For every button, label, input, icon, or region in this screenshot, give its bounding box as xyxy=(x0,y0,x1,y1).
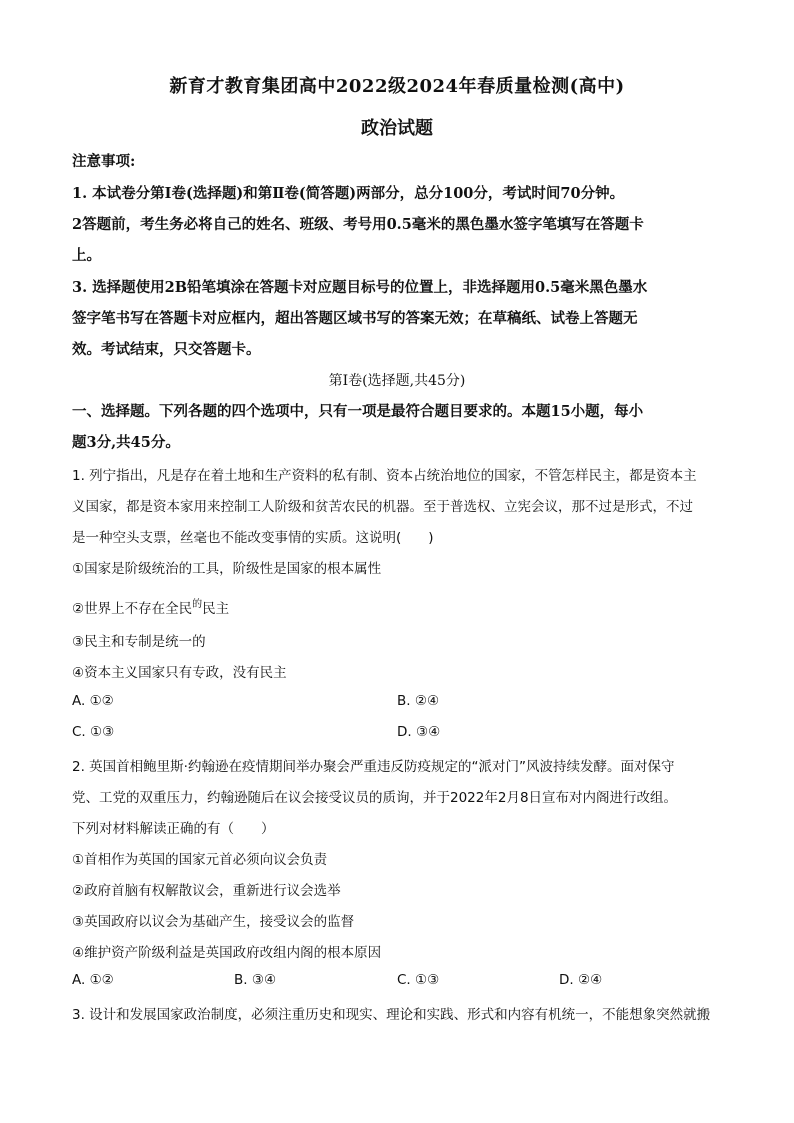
q1-stem: 1. 列宁指出，凡是存在着土地和生产资料的私有制、资本占统治地位的国家，不管怎样民主，都是资本主 xyxy=(72,468,697,484)
q2-option-a: A. ①② xyxy=(72,972,114,988)
q2-statement-3: ③英国政府以议会为基础产生，接受议会的监督 xyxy=(72,914,355,930)
notice-item-1: 1. 本试卷分第Ⅰ卷(选择题)和第Ⅱ卷(简答题)两部分，总分100分，考试时间70分钟。 xyxy=(72,185,625,202)
part1-heading: 第Ⅰ卷(选择题,共45分) xyxy=(328,373,466,389)
q1-option-d: D. ③④ xyxy=(397,724,441,740)
q1-option-a: A. ①② xyxy=(72,693,114,709)
notice-heading: 注意事项: xyxy=(72,153,136,170)
q2-option-c: C. ①③ xyxy=(397,972,440,988)
part1-instructions: 一、选择题。下列各题的四个选项中，只有一项是最符合题目要求的。本题15小题，每小 xyxy=(72,403,644,420)
q2-stem-cont2: 下列对材料解读正确的有（ ） xyxy=(72,821,275,837)
exam-subject: 政治试题 xyxy=(361,118,433,139)
q1-stem-cont: 义国家，都是资本家用来控制工人阶级和贫苦农民的机器。至于普选权、立宪会议，那不过是形式，不过 xyxy=(72,499,693,515)
q1-statement-1: ①国家是阶级统治的工具，阶级性是国家的根本属性 xyxy=(72,561,382,577)
q2-statement-1: ①首相作为英国的国家元首必须向议会负责 xyxy=(72,852,328,868)
notice-item-3-cont2: 效。考试结束，只交答题卡。 xyxy=(72,341,261,358)
q1-statement-2-sup: 的 xyxy=(192,599,203,610)
q1-stem-cont2: 是一种空头支票，丝毫也不能改变事情的实质。这说明( ) xyxy=(72,530,434,546)
q1-statement-2 xyxy=(72,595,229,617)
q3-stem: 3. 设计和发展国家政治制度，必须注重历史和现实、理论和实践、形式和内容有机统一，不能想象突然就搬 xyxy=(72,1007,711,1023)
q1-option-c: C. ①③ xyxy=(72,724,115,740)
notice-item-3-cont: 签字笔书写在答题卡对应框内，超出答题区域书写的答案无效；在草稿纸、试卷上答题无 xyxy=(72,310,638,327)
q2-stem: 2. 英国首相鲍里斯·约翰逊在疫情期间举办聚会严重违反防疫规定的“派对门”风波持续发酵。面对保守 xyxy=(72,759,675,775)
q1-statement-2-text-end: 民主 xyxy=(202,601,230,617)
q1-option-b: B. ②④ xyxy=(397,693,440,709)
exam-title: 新育才教育集团高中2022级2024年春质量检测(高中) xyxy=(169,76,625,97)
q1-statement-2-text: ②世界上不存在全民 xyxy=(72,601,193,617)
q1-statement-3: ③民主和专制是统一的 xyxy=(72,634,206,650)
q2-option-b: B. ③④ xyxy=(234,972,277,988)
q2-statement-2: ②政府首脑有权解散议会，重新进行议会选举 xyxy=(72,883,341,899)
notice-item-2: 2答题前，考生务必将自己的姓名、班级、考号用0.5毫米的黑色墨水签字笔填写在答题卡 xyxy=(72,216,644,233)
q1-statement-4: ④资本主义国家只有专政，没有民主 xyxy=(72,665,287,681)
q2-stem-cont: 党、工党的双重压力，约翰逊随后在议会接受议员的质询，并于2022年2月8日宣布对内阁进行改组。 xyxy=(72,790,678,806)
notice-item-3: 3. 选择题使用2B铅笔填涂在答题卡对应题目标号的位置上，非选择题用0.5毫米黑色墨水 xyxy=(72,279,648,296)
q2-statement-4: ④维护资产阶级利益是英国政府改组内阁的根本原因 xyxy=(72,945,382,961)
part1-instructions-cont: 题3分,共45分。 xyxy=(72,434,180,451)
q2-option-d: D. ②④ xyxy=(559,972,603,988)
notice-item-2-cont: 上。 xyxy=(72,247,101,264)
